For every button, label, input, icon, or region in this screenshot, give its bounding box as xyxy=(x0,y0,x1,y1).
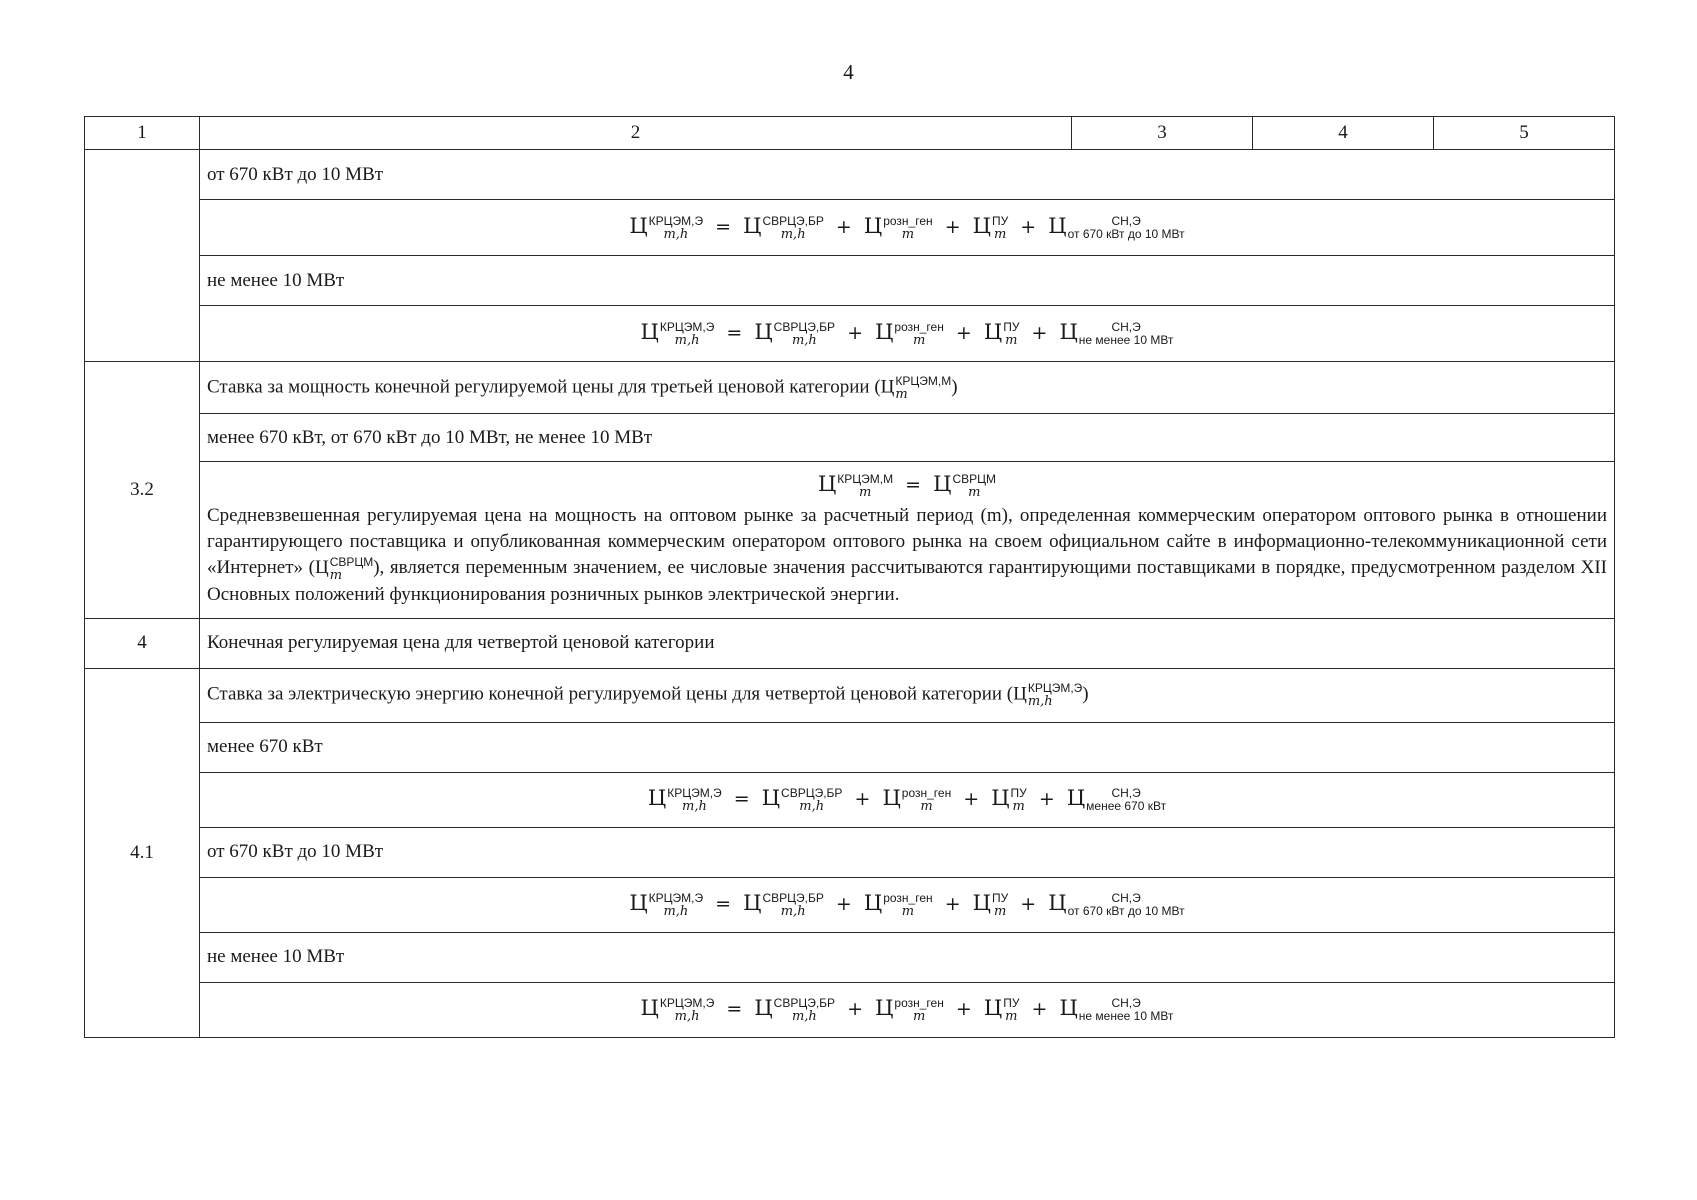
description-text: Средневзвешенная регулируемая цена на мощность на оптовом рынке за расчетный период (m), определенная коммерческим оператором оптового рынка в отношении гарантирующего поставщика и опубликованная коммерческим оператором оптового рынка на своем официальном сайте в информационно-телекоммуникационной сети «Интернет» (Ц СВРЦМ m ), является переменным значением, ее числовые значения рассчитываются гарантирующими поставщиками в порядке, предусмотренном разделом XII Основных положений функционирования розничных рынков электрической энергии. xyxy=(207,505,1607,605)
table-row xyxy=(85,618,1615,668)
header-col-3: 3 xyxy=(1072,117,1253,150)
table-row xyxy=(85,827,1615,877)
range-label: от 670 кВт до 10 МВт xyxy=(200,827,1615,877)
table-row xyxy=(85,414,1615,462)
header-col-1: 1 xyxy=(85,117,200,150)
range-label: не менее 10 МВт xyxy=(200,932,1615,982)
table-row xyxy=(85,982,1615,1037)
table-row xyxy=(85,462,1615,619)
formula-row: Ц КРЦЭМ,Э m,h = Ц СВРЦЭ,БР m,h + Ц розн_ген m + Ц ПУ m + Ц СН,Э от 670 кВт до 10 МВт xyxy=(200,877,1615,932)
range-label: менее 670 кВт, от 670 кВт до 10 МВт, не менее 10 МВт xyxy=(200,414,1615,462)
description-cell xyxy=(200,462,1615,619)
table-row xyxy=(85,877,1615,932)
range-label: от 670 кВт до 10 МВт xyxy=(200,150,1615,200)
row-number: 4 xyxy=(85,618,200,668)
table-row xyxy=(85,932,1615,982)
range-label: не менее 10 МВт xyxy=(200,256,1615,306)
row-number: 3.2 xyxy=(85,362,200,619)
page-number: 4 xyxy=(843,60,854,84)
table-row xyxy=(85,306,1615,362)
table-row xyxy=(85,772,1615,827)
table-row xyxy=(85,256,1615,306)
formula-row: Ц КРЦЭМ,Э m,h = Ц СВРЦЭ,БР m,h + Ц розн_ген m + Ц ПУ m + Ц СН,Э менее 670 кВт xyxy=(200,772,1615,827)
section-title: Конечная регулируемая цена для четвертой ценовой категории xyxy=(200,618,1615,668)
table-row xyxy=(85,668,1615,722)
tariff-table xyxy=(84,116,1615,1038)
row-number-empty xyxy=(85,150,200,362)
header-col-5: 5 xyxy=(1434,117,1615,150)
row-number: 4.1 xyxy=(85,668,200,1037)
section-title: Ставка за мощность конечной регулируемой цены для третьей ценовой категории (Ц КРЦЭМ,М m ) xyxy=(200,362,1615,414)
formula-row: Ц КРЦЭМ,Э m,h = Ц СВРЦЭ,БР m,h + Ц розн_ген m + Ц ПУ m + Ц СН,Э не менее 10 МВт xyxy=(200,306,1615,362)
table-header-row xyxy=(85,117,1615,150)
header-col-2: 2 xyxy=(200,117,1072,150)
table-row xyxy=(85,150,1615,200)
formula-row: Ц КРЦЭМ,М m = Ц СВРЦМ m xyxy=(817,472,997,500)
section-title: Ставка за электрическую энергию конечной регулируемой цены для четвертой ценовой категории (Ц КРЦЭМ,Э m,h ) xyxy=(200,668,1615,722)
table-row xyxy=(85,362,1615,414)
header-col-4: 4 xyxy=(1253,117,1434,150)
range-label: менее 670 кВт xyxy=(200,722,1615,772)
table-row xyxy=(85,200,1615,256)
table-row xyxy=(85,722,1615,772)
formula-row: Ц КРЦЭМ,Э m,h = Ц СВРЦЭ,БР m,h + Ц розн_ген m + Ц ПУ m + Ц СН,Э не менее 10 МВт xyxy=(200,982,1615,1037)
formula-row: Ц КРЦЭМ,Э m,h = Ц СВРЦЭ,БР m,h + Ц розн_ген m + Ц ПУ m + Ц СН,Э от 670 кВт до 10 МВт xyxy=(200,200,1615,256)
